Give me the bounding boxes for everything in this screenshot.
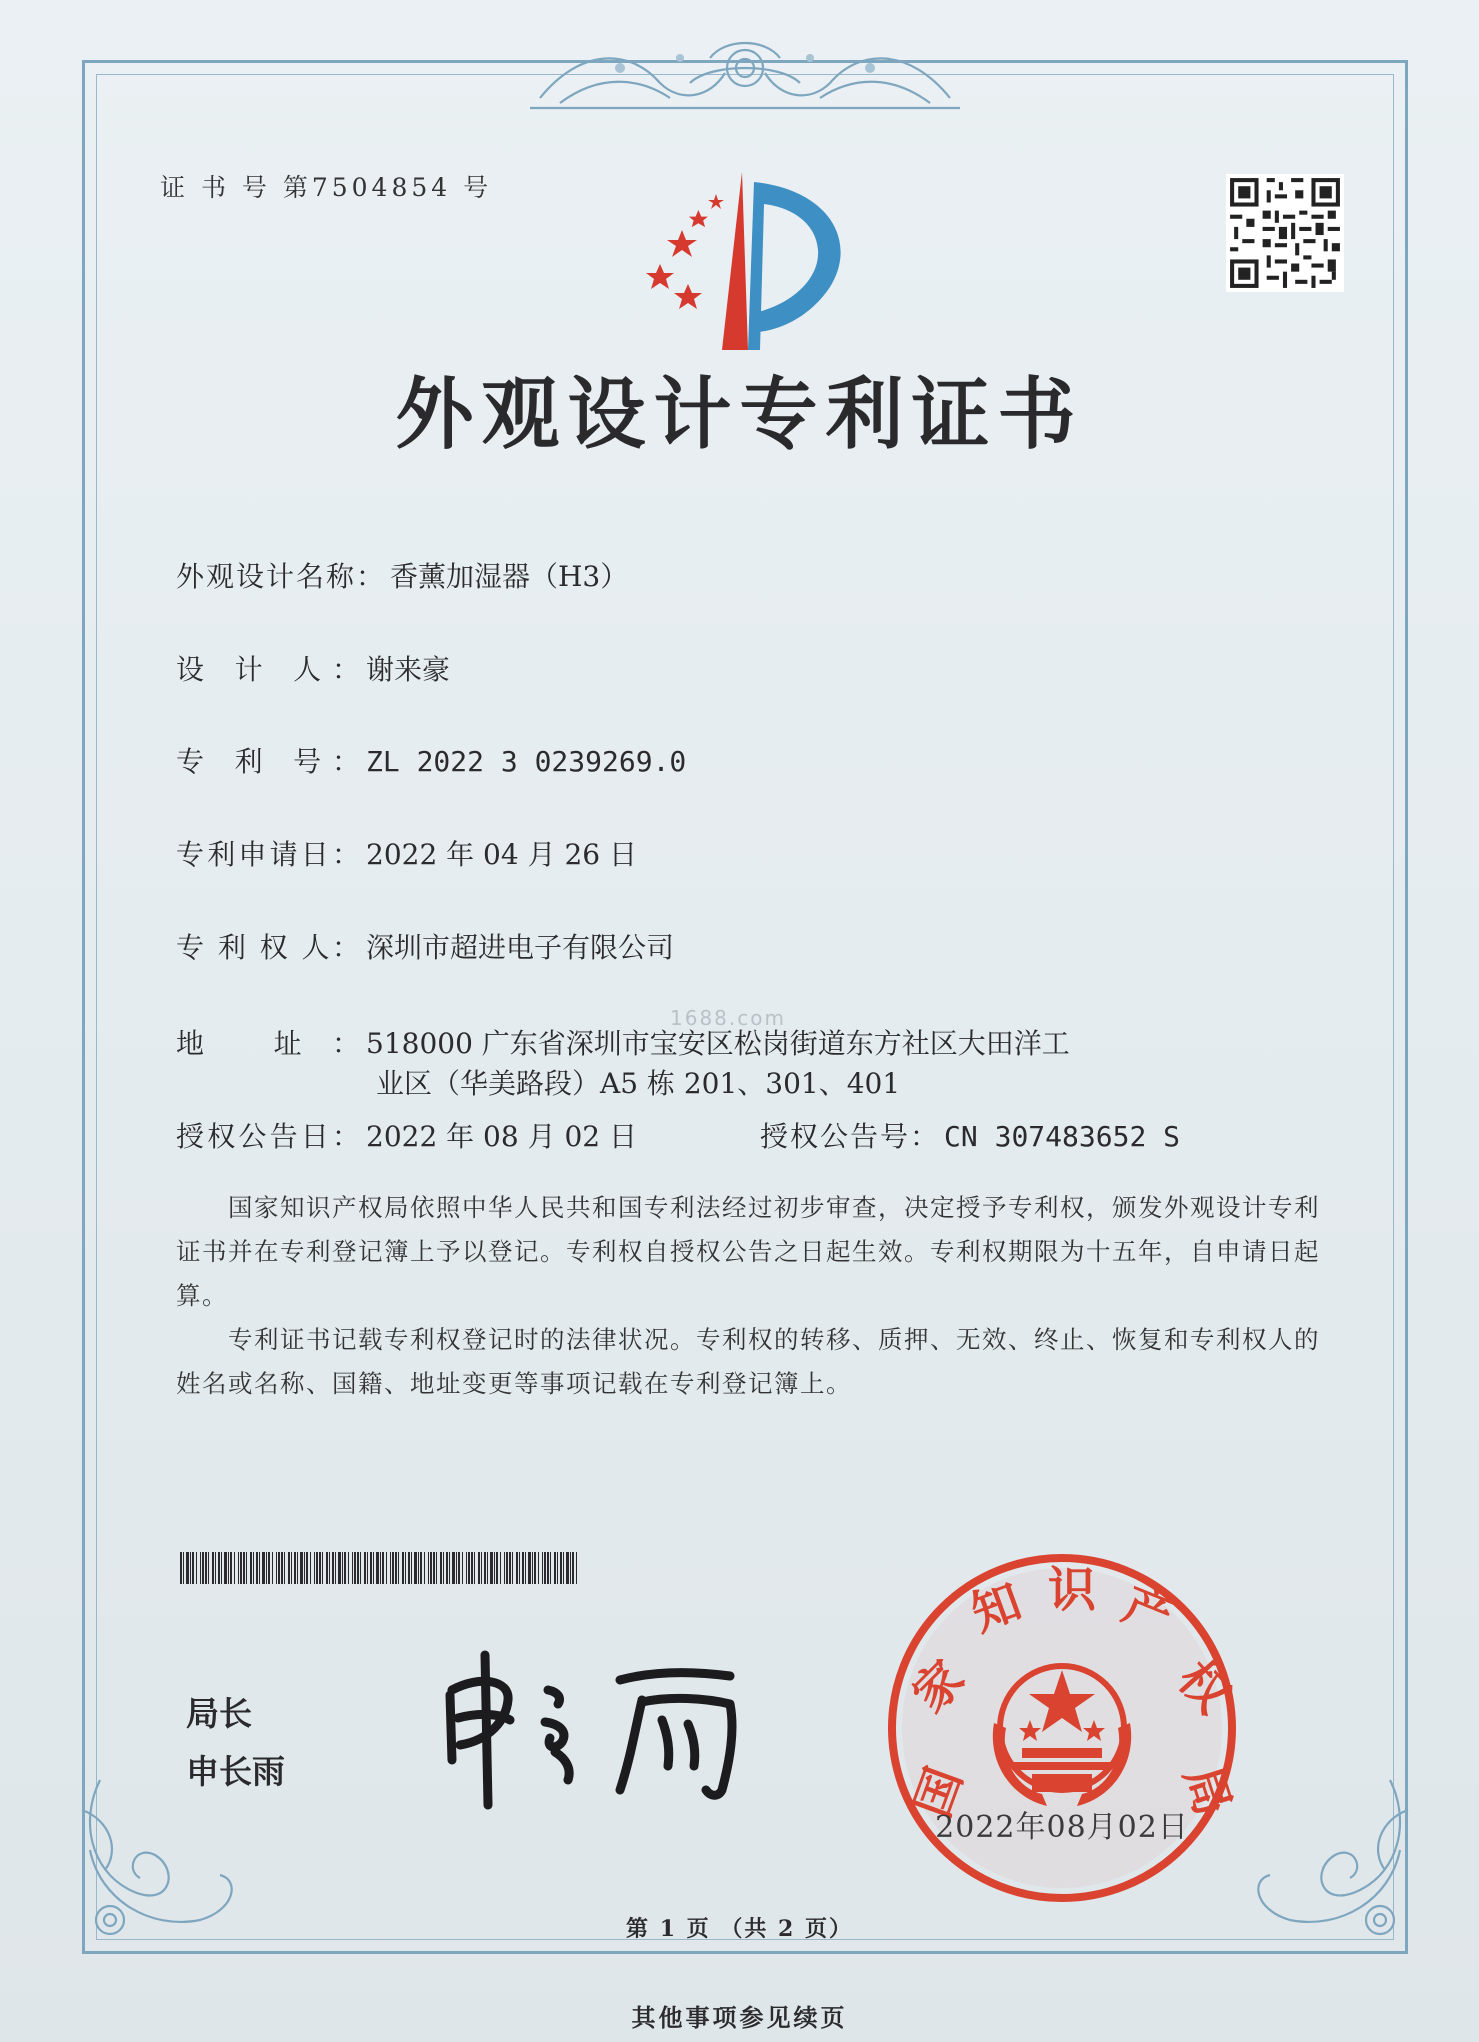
svg-text:国: 国 <box>904 1760 974 1825</box>
filing-date-value: 2022 年 04 月 26 日 <box>366 838 638 871</box>
grant-number-label: 授权公告号： <box>760 1120 941 1153</box>
design-name-value: 香薰加湿器（H3） <box>390 560 629 593</box>
top-ornament <box>520 28 970 118</box>
page-title: 外观设计专利证书 <box>395 370 1084 460</box>
statement-paragraph-2: 专利证书记载专利权登记时的法律状况。专利权的转移、质押、无效、终止、恢复和专利权人的姓名或名称、国籍、地址变更等事项记载在专利登记簿上。 <box>176 1325 1320 1398</box>
grant-date-value: 2022 年 08 月 02 日 <box>366 1120 638 1153</box>
address-row <box>176 1022 1070 1062</box>
svg-text:知: 知 <box>964 1573 1029 1643</box>
patentee-row <box>176 926 674 966</box>
grant-date-row <box>176 1115 637 1155</box>
director-signature <box>430 1640 760 1810</box>
qr-code-icon[interactable] <box>1226 174 1344 292</box>
svg-text:家: 家 <box>901 1649 976 1724</box>
address-label: 地 址： <box>176 1027 362 1060</box>
patentee-label: 专 利 权 人： <box>176 931 362 964</box>
design-name-label: 外观设计名称： <box>176 560 387 593</box>
grant-date-label: 授权公告日： <box>176 1120 362 1153</box>
grant-number-row <box>760 1115 1180 1155</box>
patent-number-label: 专 利 号： <box>176 745 362 778</box>
director-title: 局长 <box>186 1694 252 1733</box>
svg-text:局: 局 <box>1173 1759 1242 1823</box>
svg-text:产: 产 <box>1115 1576 1181 1647</box>
svg-text:权: 权 <box>1167 1650 1241 1724</box>
watermark: 1688.com <box>670 1006 786 1030</box>
grant-number-value: CN 307483652 S <box>944 1120 1181 1153</box>
barcode-icon <box>180 1552 580 1584</box>
patentee-value: 深圳市超进电子有限公司 <box>366 931 675 964</box>
official-seal <box>882 1548 1242 1908</box>
patent-number-row <box>176 740 686 780</box>
designer-row <box>176 648 450 688</box>
certificate-number: 证 书 号 第7504854 号 <box>160 173 493 202</box>
filing-date-row <box>176 833 637 873</box>
director-name: 申长雨 <box>186 1752 285 1791</box>
address-line-1: 518000 广东省深圳市宝安区松岗街道东方社区大田洋工 <box>366 1027 1070 1060</box>
svg-text:识: 识 <box>1047 1562 1097 1618</box>
seal-date: 2022年08月02日 <box>935 1810 1189 1845</box>
page-number: 第 1 页 （共 2 页） <box>626 1916 853 1942</box>
address-line-2: 业区（华美路段）A5 栋 201、301、401 <box>376 1067 901 1100</box>
designer-value: 谢来豪 <box>366 653 451 686</box>
continuation-note: 其他事项参见续页 <box>631 2003 848 2032</box>
cnipa-logo-icon <box>630 172 870 352</box>
patent-number-value: ZL 2022 3 0239269.0 <box>366 745 687 778</box>
statement-paragraph-1: 国家知识产权局依照中华人民共和国专利法经过初步审查，决定授予专利权，颁发外观设计专利证书并在专利登记簿上予以登记。专利权自授权公告之日起生效。专利权期限为十五年，自申请日起算。 <box>176 1193 1320 1310</box>
filing-date-label: 专利申请日： <box>176 838 362 871</box>
designer-label: 设 计 人： <box>176 653 362 686</box>
design-name-row <box>176 555 628 595</box>
